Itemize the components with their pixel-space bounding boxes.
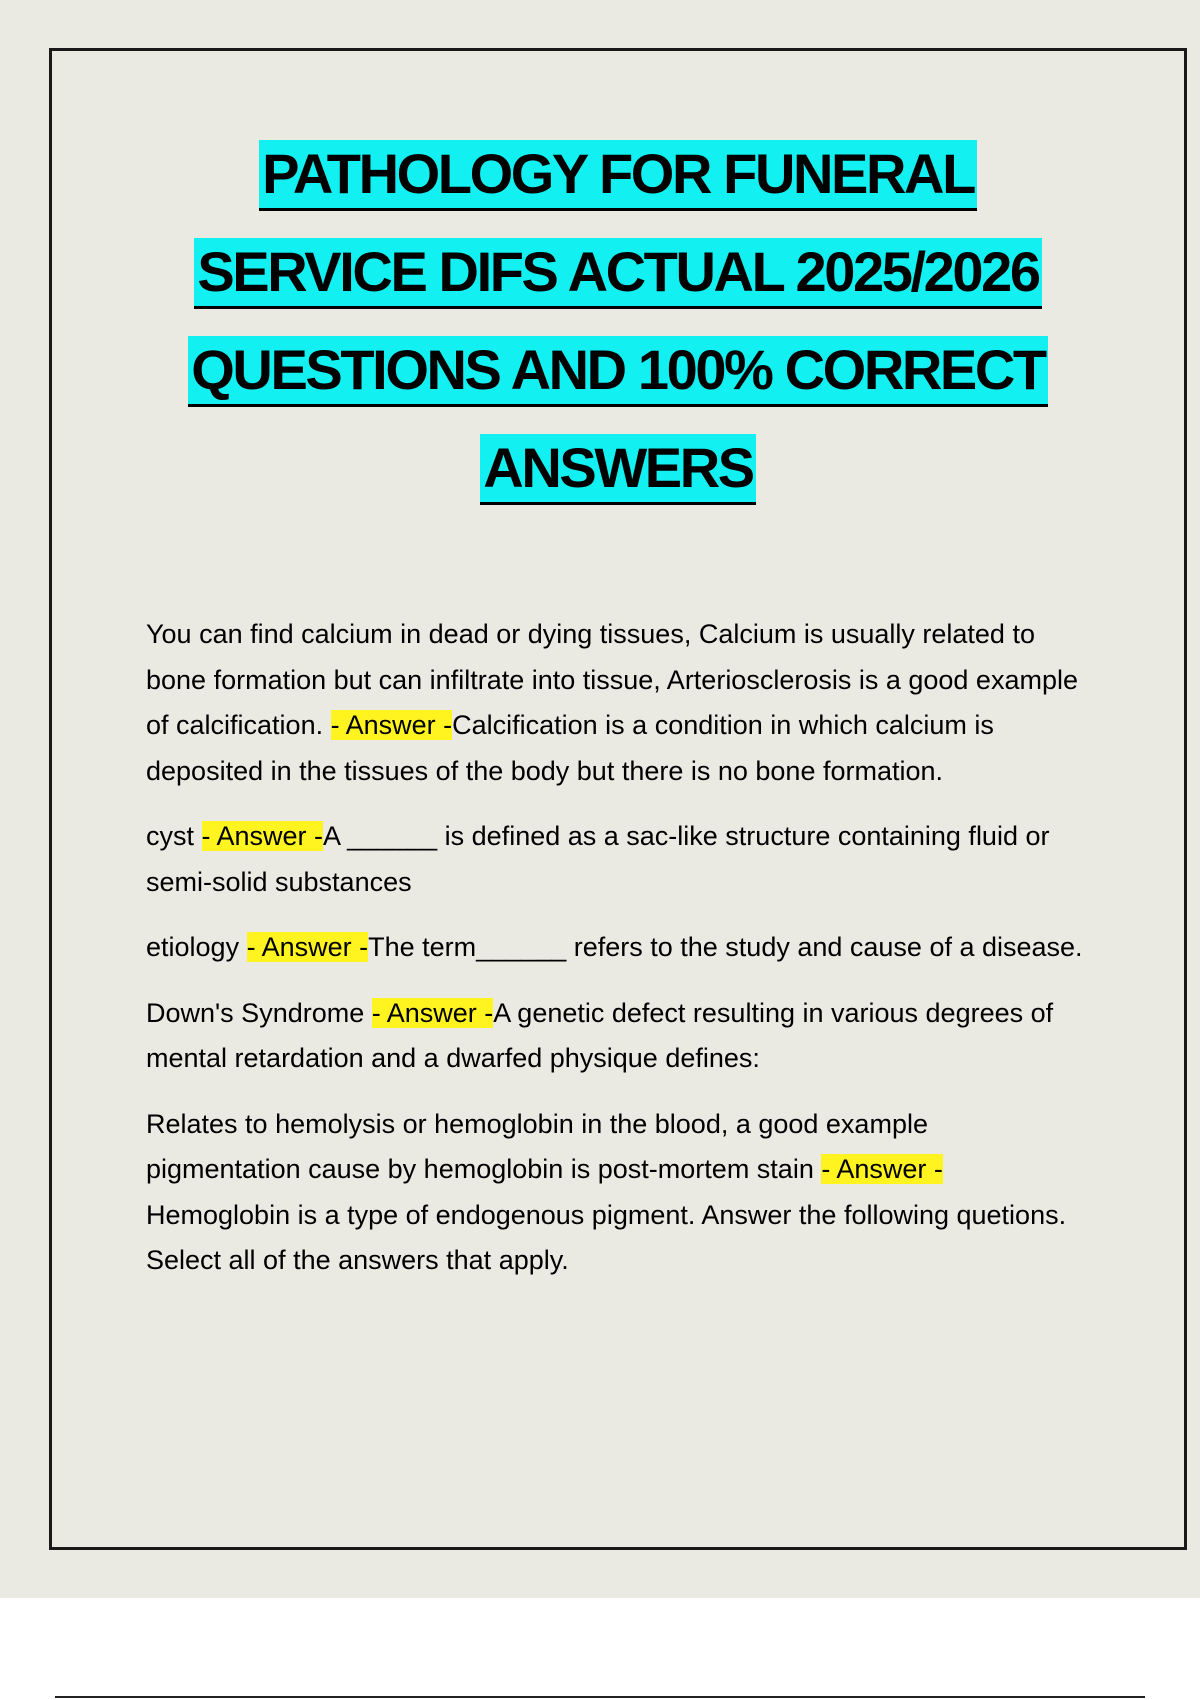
answer-marker: - Answer - bbox=[371, 997, 494, 1028]
title-line bbox=[49, 336, 1187, 434]
answer-marker: - Answer - bbox=[246, 932, 369, 962]
answer-marker: - Answer - bbox=[821, 1154, 943, 1184]
qa-item bbox=[146, 991, 1086, 1082]
qa-item bbox=[146, 612, 1086, 794]
qa-prompt: Down's Syndrome bbox=[146, 997, 372, 1028]
qa-item bbox=[146, 1102, 1086, 1284]
qa-prompt: etiology bbox=[146, 932, 247, 962]
qa-item bbox=[146, 814, 1086, 905]
qa-response: A genetic defect resulting in various degrees of mental retardation and a dwarfed physique defines: bbox=[146, 997, 1054, 1073]
page-divider bbox=[55, 1696, 1145, 1698]
answer-marker: - Answer - bbox=[201, 821, 324, 851]
title-line-text: SERVICE DIFS ACTUAL 2025/2026 bbox=[194, 238, 1041, 309]
document-title bbox=[49, 140, 1187, 532]
qa-response: Hemoglobin is a type of endogenous pigment. Answer the following quetions. Select all of the answers that apply. bbox=[146, 1199, 1067, 1275]
answer-marker: - Answer - bbox=[330, 710, 453, 740]
title-line bbox=[49, 434, 1187, 532]
qa-prompt: cyst bbox=[146, 821, 202, 851]
title-line-text: PATHOLOGY FOR FUNERAL bbox=[259, 140, 977, 211]
qa-response: Calcification is a condition in which calcium is deposited in the tissues of the body but there is no bone formation. bbox=[146, 710, 994, 786]
qa-item bbox=[146, 925, 1086, 971]
qa-response: The term______ refers to the study and cause of a disease. bbox=[368, 932, 1083, 962]
title-line-text: ANSWERS bbox=[480, 434, 755, 505]
qa-response: A ______ is defined as a sac-like structure containing fluid or semi-solid substances bbox=[146, 821, 1050, 897]
qa-list bbox=[146, 612, 1086, 1304]
title-line-text: QUESTIONS AND 100% CORRECT bbox=[188, 336, 1047, 407]
qa-prompt: Relates to hemolysis or hemoglobin in the blood, a good example pigmentation cause by hemoglobin is post-mortem stain bbox=[146, 1108, 928, 1184]
title-line bbox=[49, 140, 1187, 238]
title-line bbox=[49, 238, 1187, 336]
qa-prompt: You can find calcium in dead or dying tissues, Calcium is usually related to bone formation but can infiltrate into tissue, Arteriosclerosis is a good example of calcification. bbox=[146, 619, 1078, 740]
